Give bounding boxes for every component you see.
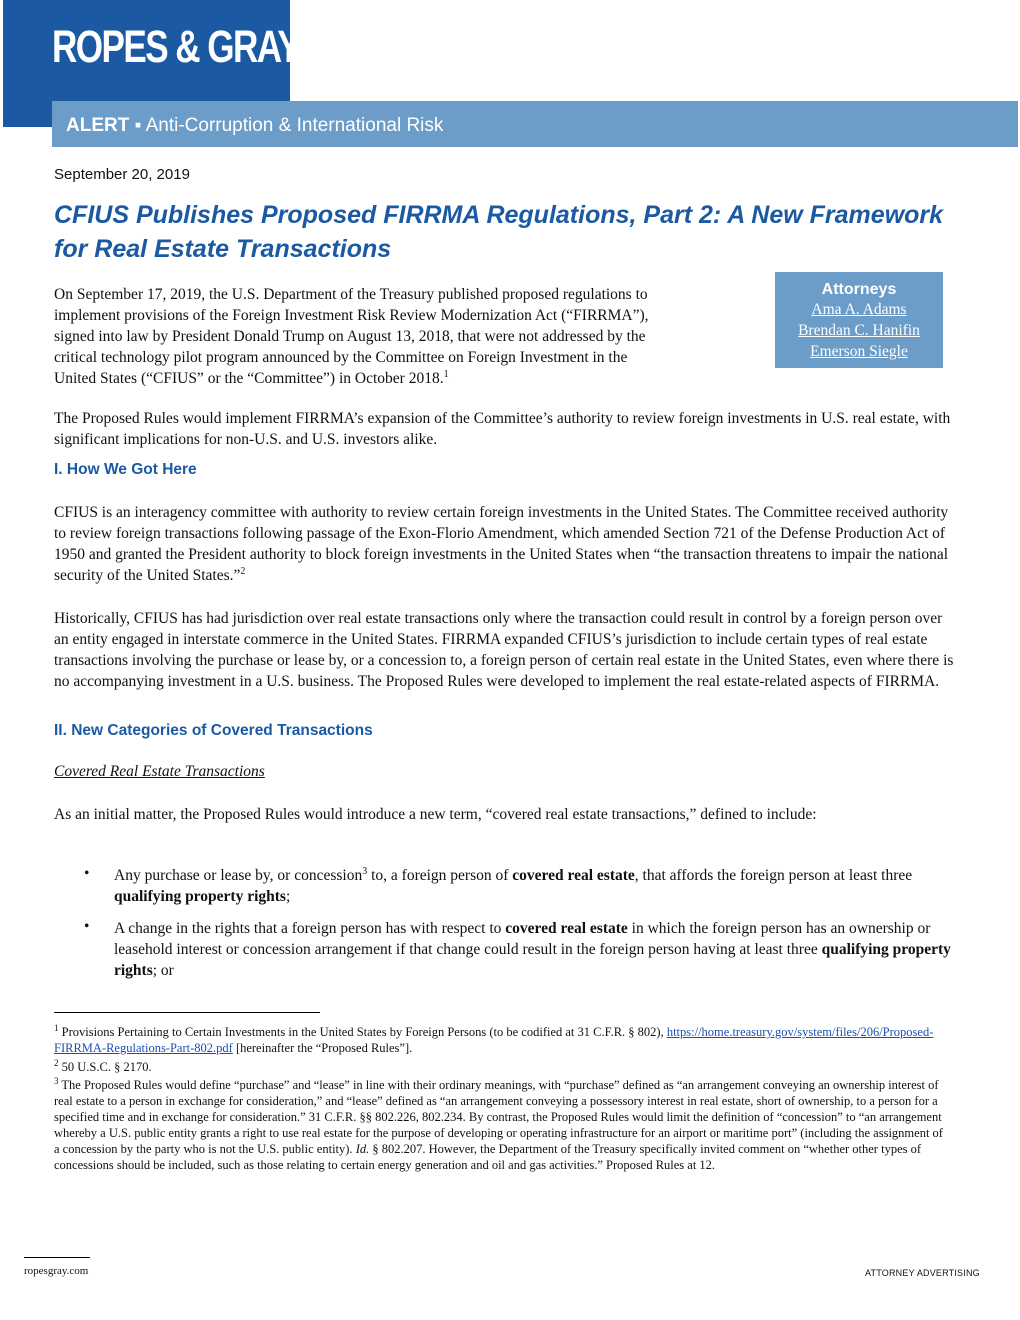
list-item: A change in the rights that a foreign person has with respect to covered real estate in which the foreign person has an ownership or leasehold interest or concession arrangement if that change could result in the foreign person having at least three qualifying property rights; or [114, 920, 951, 979]
attorneys-sidebar [775, 272, 943, 368]
intro-line: On September 17, 2019, the U.S. Department of the Treasury published proposed regulations to [54, 286, 648, 303]
footnote-ref[interactable]: 2 [240, 565, 246, 577]
footnote: $^2$ 50 U.S.C. § 2170. [54, 1057, 152, 1074]
footnote-ref[interactable]: 3 [362, 865, 368, 877]
footnote-ref[interactable]: 1 [443, 368, 449, 380]
attorney-link[interactable]: Emerson Siegle [810, 343, 908, 360]
bullet-icon: • [84, 918, 90, 935]
body-paragraph: The Proposed Rules would implement FIRRMA’s expansion of the Committee’s authority to review foreign investments in U.S. real estate, with significant implications for non-U.S. and U.S. investors alike. [54, 410, 951, 448]
list-item: Any purchase or lease by, or concession$^3$ to, a foreign person of covered real estate, that affords the foreign person at least three qualifying property rights; [114, 865, 913, 905]
body-paragraph: As an initial matter, the Proposed Rules would introduce a new term, “covered real estate transactions,” defined to include: [54, 806, 817, 823]
intro-line: signed into law by President Donald Trump on August 13, 2018, that were not addressed by the [54, 328, 646, 345]
alert-label: ALERT [66, 115, 130, 136]
intro-line: critical technology pilot program announced by the Committee on Foreign Investment in the [54, 349, 628, 366]
footnote-link[interactable]: https://home.treasury.gov/system/files/206/Proposed-FIRRMA-Regulations-Part-802.pdf [54, 1025, 934, 1055]
body-paragraph: CFIUS is an interagency committee with authority to review certain foreign investments in the United States. The Committee received authority to review foreign transactions following passage of the Exon-Florio Amendment, which amended Section 721 of the Defense Production Act of 1950 and granted the President authority to block foreign investments in the United States when “the transaction threatens to impair the national security of the United States.”$^2$ [54, 504, 949, 584]
intro-line: implement provisions of the Foreign Investment Risk Review Modernization Act (“FIRRMA”), [54, 307, 649, 324]
intro-paragraph [54, 284, 774, 389]
attorney-link[interactable]: Brendan C. Hanifin [798, 322, 920, 339]
section-heading: II. New Categories of Covered Transactions [54, 722, 373, 739]
publish-date: September 20, 2019 [54, 166, 190, 183]
footnote-divider [54, 1012, 320, 1013]
intro-line: United States (“CFIUS” or the “Committee”) in October 2018.$^1$ [54, 368, 449, 387]
footer-divider [24, 1257, 90, 1258]
page-title: CFIUS Publishes Proposed FIRRMA Regulations, Part 2: A New Framework for Real Estate Transactions [54, 201, 944, 263]
firm-logo: ROPES & GRAY [52, 21, 300, 72]
alert-separator: ▪ [134, 115, 142, 136]
subheading: Covered Real Estate Transactions [54, 763, 265, 780]
bullet-icon: • [84, 865, 90, 882]
footnote: $^3$ The Proposed Rules would define “purchase” and “lease” in line with their ordinary meanings, with “purchase” defined as “an arrangement conveying an ownership interest of real estate to a person in exchange for consideration,” and “lease” defined as “an arrangement conveying a possessory interest in real estate, short of ownership, to a person for a specified time and in exchange for consideration.” 31 C.F.R. §§ 802.226, 802.234. By contrast, the Proposed Rules would limit the definition of “concession” to “an arrangement whereby a U.S. public entity grants a right to use real estate for the purpose of developing or operating infrastructure for an airport or maritime port” (including the assignment of a concession by the party who is not the U.S. public entity). Id. § 802.207. However, the Department of the Treasury specifically invited comment on “whether other types of concessions should be included, such as those relating to certain energy generation and oil and gas activities.” Proposed Rules at 12. [54, 1075, 943, 1172]
advertising-disclaimer: ATTORNEY ADVERTISING [865, 1268, 980, 1278]
attorneys-title: Attorneys [821, 281, 897, 298]
section-heading: I. How We Got Here [54, 461, 197, 478]
body-paragraph: Historically, CFIUS has had jurisdiction over real estate transactions only where the transaction could result in control by a foreign person over an entity engaged in interstate commerce in the United States. FIRRMA expanded CFIUS’s jurisdiction to include certain types of real estate transactions involving the purchase or lease by, or a concession to, a foreign person of certain real estate in the United States, even where there is no accompanying investment in a U.S. business. The Proposed Rules were developed to implement the real estate-related aspects of FIRRMA. [54, 610, 954, 690]
attorney-link[interactable]: Ama A. Adams [811, 301, 907, 318]
footnote: $^1$ Provisions Pertaining to Certain Investments in the United States by Foreign Persons (to be codified at 31 C.F.R. § 802), https://home.treasury.gov/system/files/206/Proposed-FIRRMA-Regulations-Part-802.pdf [hereinafter the “Proposed Rules”]. [54, 1022, 934, 1055]
practice-area: Anti-Corruption & International Risk [145, 115, 444, 136]
website-link[interactable]: ropesgray.com [24, 1265, 89, 1277]
alert-banner-text [66, 113, 443, 139]
